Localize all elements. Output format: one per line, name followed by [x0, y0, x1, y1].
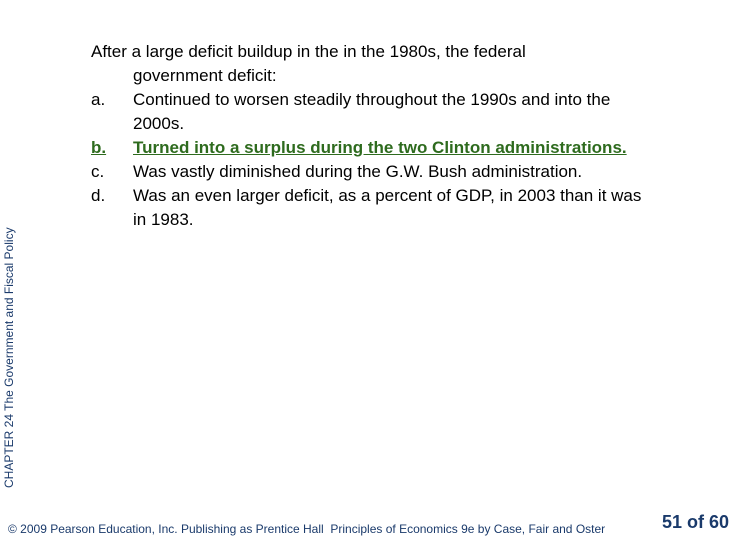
chapter-title: The Government and Fiscal Policy: [2, 227, 16, 411]
option-text: Turned into a surplus during the two Clinton administrations.: [133, 138, 627, 157]
option-text: Was vastly diminished during the G.W. Bush administration.: [133, 162, 583, 181]
option-letter: c.: [91, 162, 105, 181]
option-letter: a.: [91, 90, 106, 109]
option-d: [91, 184, 651, 232]
page-number: 51 of 60: [662, 512, 729, 532]
option-c: [91, 160, 651, 184]
option-a: [91, 88, 651, 136]
question-stem: [91, 40, 651, 88]
question-block: [91, 40, 651, 232]
option-letter: b.: [91, 138, 107, 157]
footer: [8, 522, 605, 536]
option-b-correct: [91, 136, 651, 160]
option-text: Continued to worsen steadily throughout the 1990s and into the 2000s.: [133, 90, 611, 133]
chapter-number: CHAPTER 24: [2, 413, 16, 488]
question-stem-line2: government deficit:: [133, 66, 277, 85]
option-letter: d.: [91, 186, 106, 205]
chapter-side-label: [2, 218, 16, 488]
question-stem-line1: After a large deficit buildup in the in the 1980s, the federal: [91, 42, 526, 61]
copyright-text: © 2009 Pearson Education, Inc. Publishing as Prentice Hall: [8, 522, 324, 536]
book-title: Principles of Economics 9e by Case, Fair and Oster: [330, 522, 606, 536]
option-text: Was an even larger deficit, as a percent of GDP, in 2003 than it was in 1983.: [133, 186, 642, 229]
